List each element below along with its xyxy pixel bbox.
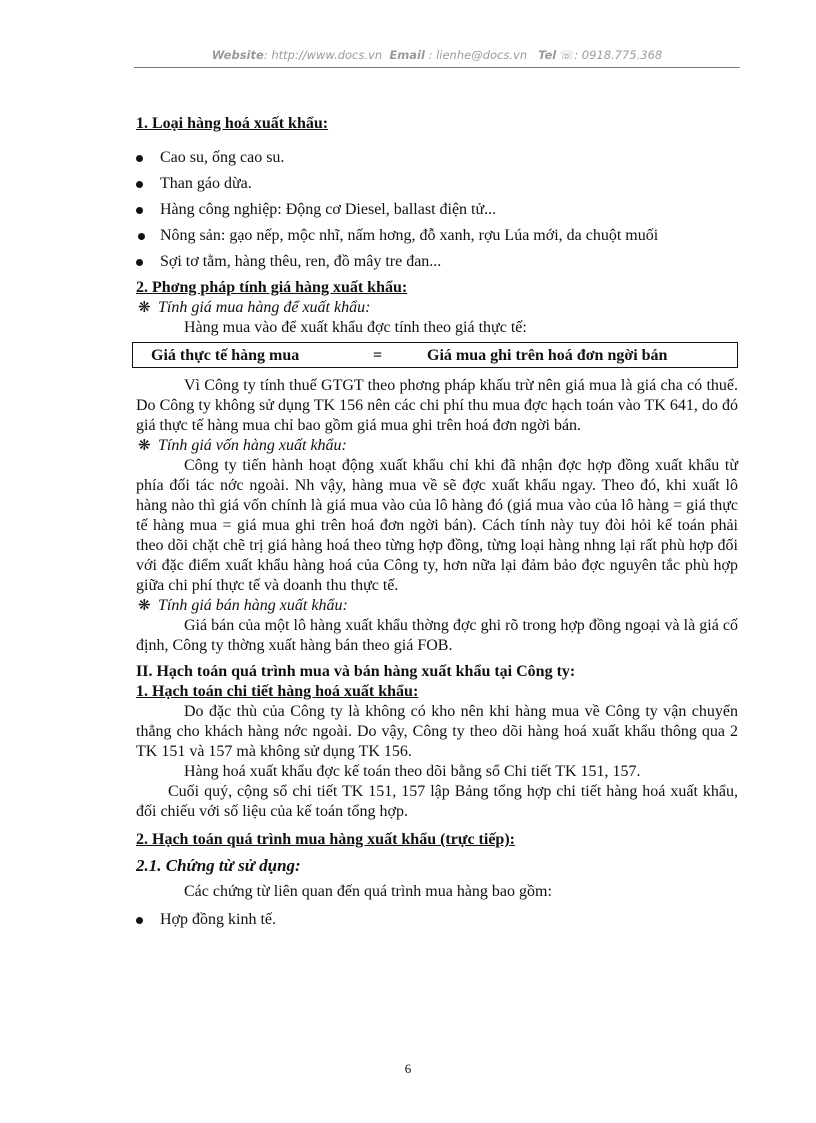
bullet-icon — [136, 181, 143, 188]
list-item: Hàng công nghiệp: Động cơ Diesel, ballast điện tử... — [136, 200, 738, 220]
list-item: Cao su, ống cao su. — [136, 148, 738, 168]
subsection-title: ❋ Tính giá vốn hàng xuất khẩu: — [138, 437, 347, 454]
phone-icon: ☏ — [559, 48, 575, 62]
part-2-title: II. Hạch toán quá trình mua và bán hàng xuất khẩu tại Công ty: — [136, 663, 576, 680]
document-body — [136, 114, 738, 936]
list-item: Than gáo dừa. — [136, 174, 738, 194]
bullet-icon — [138, 233, 145, 240]
asterisk-icon: ❋ — [138, 300, 151, 316]
paragraph: Hàng mua vào để xuất khẩu đợc tính theo giá thực tế: — [184, 319, 527, 336]
part-2-section-1-title: 1. Hạch toán chi tiết hàng hoá xuất khẩu: — [136, 683, 419, 700]
subsection-title: ❋ Tính giá bán hàng xuất khẩu: — [138, 597, 348, 614]
subsection-title: ❋ Tính giá mua hàng để xuất khẩu: — [138, 299, 371, 316]
list-item: Hợp đồng kinh tế. — [136, 910, 738, 930]
list-item: Nông sản: gạo nếp, mộc nhĩ, nấm hơng, đỗ xanh, rợu Lúa mới, da chuột muối — [136, 226, 738, 246]
paragraph: Vì Công ty tính thuế GTGT theo phơng pháp khấu trừ nên giá mua là giá cha có thuế. Do Công ty không sử dụng TK 156 nên các chi phí thu mua đợc hạch toán vào TK 641, do đó giá thực tế hàng mua chỉ bao gồm giá mua ghi trên hoá đơn ngời bán. — [136, 377, 738, 434]
section-2-title: 2. Phơng pháp tính giá hàng xuất khẩu: — [136, 279, 408, 296]
tel-value: : 0918.775.368 — [574, 48, 663, 62]
tel-label: Tel — [538, 48, 557, 62]
paragraph: Cuối quý, cộng sổ chi tiết TK 151, 157 lập Bảng tổng hợp chi tiết hàng hoá xuất khẩu, đối chiếu với số liệu của kế toán tổng hợp. — [136, 783, 738, 820]
website-label: Website — [211, 48, 264, 62]
header-divider — [134, 67, 740, 68]
paragraph: Hàng hoá xuất khẩu đợc kế toán theo dõi bằng sổ Chi tiết TK 151, 157. — [184, 763, 641, 780]
asterisk-icon: ❋ — [138, 438, 151, 454]
page-header — [134, 48, 740, 62]
part-2-section-2-title: 2. Hạch toán quá trình mua hàng xuất khẩu (trực tiếp): — [136, 831, 515, 848]
bullet-icon — [136, 207, 143, 214]
paragraph: Giá bán của một lô hàng xuất khẩu thờng đợc ghi rõ trong hợp đồng ngoại và là giá cố định, Công ty thờng xuất hàng bán theo giá FOB. — [136, 617, 738, 654]
bullet-icon — [136, 917, 143, 924]
bullet-icon — [136, 259, 143, 266]
formula-right: Giá mua ghi trên hoá đơn ngời bán — [427, 347, 668, 364]
part-2-section-2-1-title: 2.1. Chứng từ sử dụng: — [136, 856, 301, 875]
email-label: Email — [389, 48, 425, 62]
list-item: Sợi tơ tằm, hàng thêu, ren, đồ mây tre đan... — [136, 252, 738, 272]
formula-box — [132, 342, 738, 368]
section-1-title: 1. Loại hàng hoá xuất khẩu: — [136, 115, 329, 132]
email-value: : lienhe@docs.vn — [424, 48, 528, 62]
paragraph: Công ty tiến hành hoạt động xuất khẩu chỉ khi đã nhận đợc hợp đồng xuất khẩu từ phía đối tác nớc ngoài. Nh vậy, hàng mua về sẽ đợc xuất khẩu ngay. Theo đó, khi xuất lô hàng nào thì giá vốn chính là giá mua vào của lô hàng đó (giá mua vào của lô hàng = giá thực tế hàng mua = giá mua ghi trên hoá đơn ngời bán). Cách tính này tuy đòi hỏi kế toán phải theo dõi chặt chẽ trị giá hàng hoá theo từng hợp đồng, từng loại hàng nhng lại rất phù hợp đối với đặc điểm xuất khẩu hàng hoá của Công ty, hơn nữa lại đảm bảo đợc nguyên tắc phù hợp giữa chi phí thực tế và doanh thu thực tế. — [136, 457, 738, 594]
bullet-icon — [136, 155, 143, 162]
paragraph: Các chứng từ liên quan đến quá trình mua hàng bao gồm: — [184, 883, 552, 900]
formula-equals: = — [373, 347, 383, 364]
page-number: 6 — [404, 1061, 412, 1076]
formula-left: Giá thực tế hàng mua — [151, 347, 300, 364]
asterisk-icon: ❋ — [138, 598, 151, 614]
website-value: : http://www.docs.vn — [263, 48, 383, 62]
paragraph: Do đặc thù của Công ty là không có kho nên khi hàng mua về Công ty vận chuyển thẳng cho khách hàng nớc ngoài. Do vậy, Công ty theo dõi hàng hoá xuất khẩu thông qua 2 TK 151 và 157 mà không sử dụng TK 156. — [136, 703, 738, 760]
